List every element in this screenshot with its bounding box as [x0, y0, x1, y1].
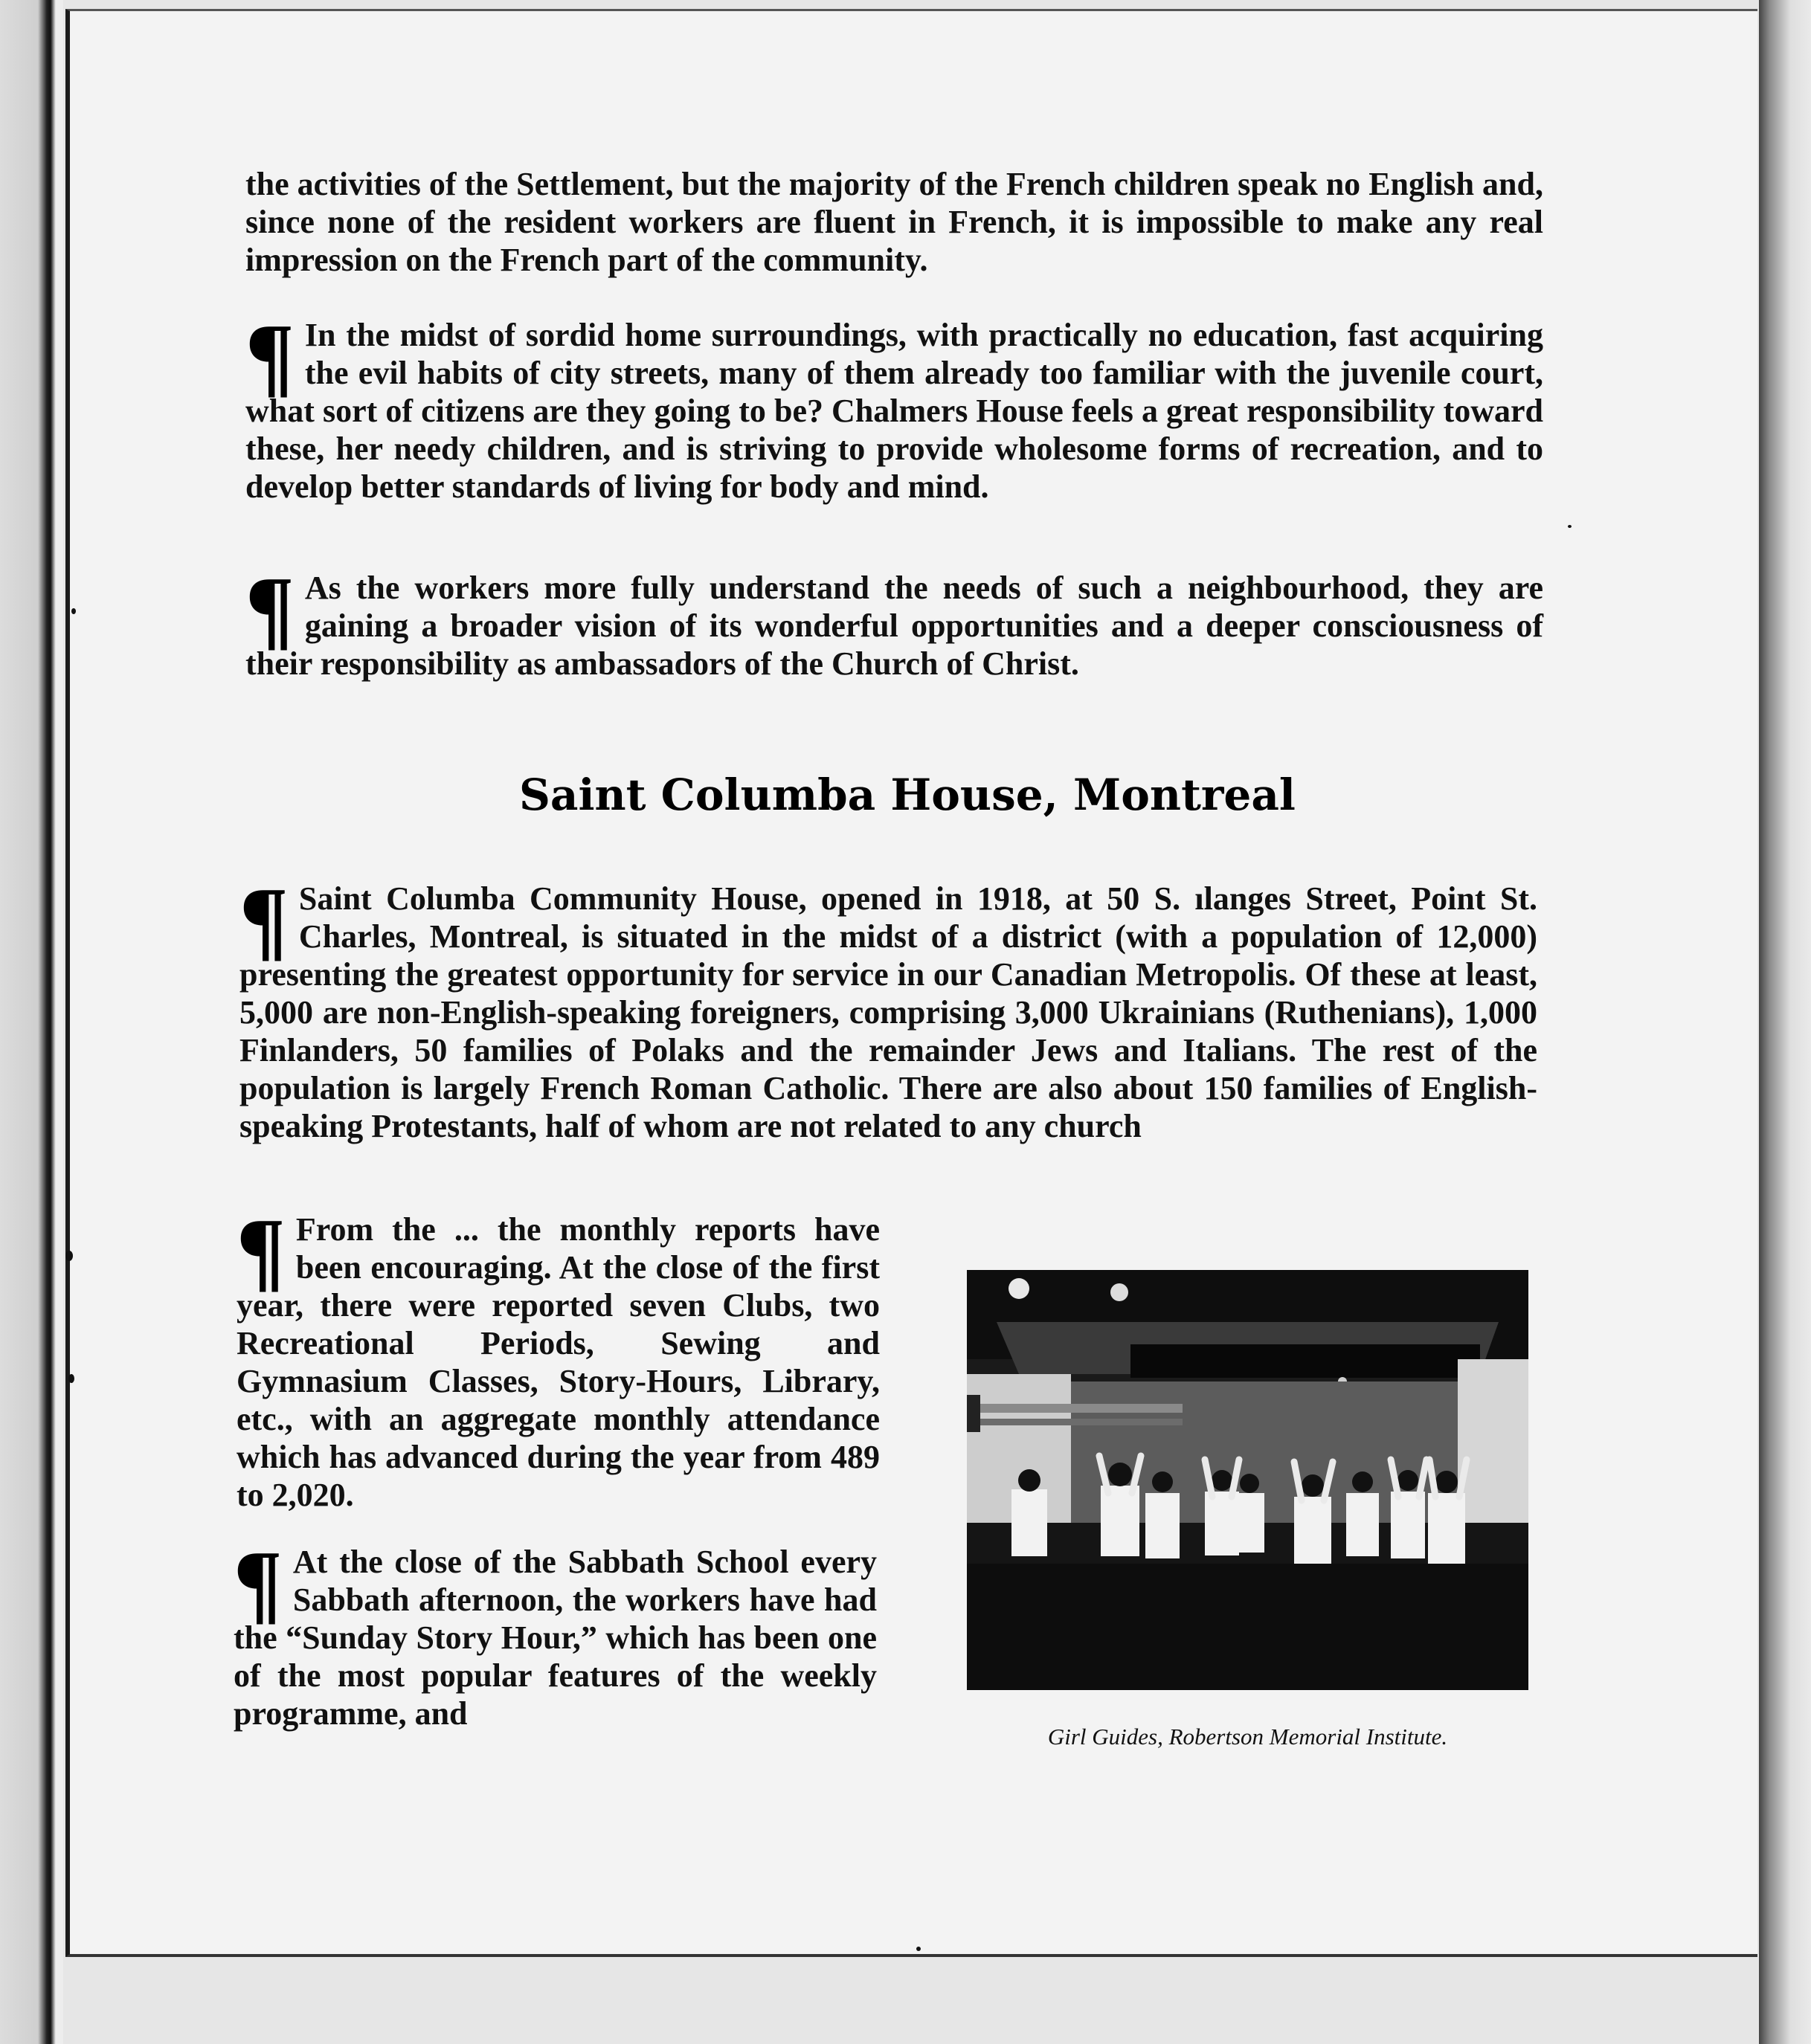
- scan-speck: [68, 1374, 74, 1383]
- pilcrow-mark: ¶: [245, 306, 295, 406]
- scan-speck: [1568, 525, 1572, 528]
- pilcrow-mark: ¶: [245, 558, 295, 659]
- paragraph-sabbath: [234, 1532, 877, 1732]
- paragraph-text: As the workers more fully understand the needs of such a neighbourhood, they are gaining a broader vision of its wonderful opportunities and a deeper consciousness of their responsibility as ambassadors of the Church of Christ.: [245, 570, 1543, 682]
- pilcrow-mark: ¶: [237, 1200, 286, 1300]
- paragraph-text: From the ... the monthly reports have been encouraging. At the close of the first year, there were reported seven Clubs, two Recreational Periods, Sewing and Gymnasium Classes, Story-Hours, Library, etc., with an aggregate monthly attendance which has advanced during the year from 489 to 2,020.: [237, 1211, 880, 1513]
- paragraph-text: In the midst of sordid home surroundings, with practically no education, fast acquiring the evil habits of city streets, many of them already too familiar with the juvenile court, what sort of citizens are they going to be? Chalmers House feels a great responsibility toward these, her needy children, and is striving to provide wholesome forms of recreation, and to develop better standards of living for body and mind.: [245, 317, 1543, 505]
- scan-right-edge: [1759, 0, 1811, 2044]
- photo-caption: Girl Guides, Robertson Memorial Institute.: [1047, 1724, 1448, 1750]
- scan-speck: [916, 1947, 921, 1951]
- paragraph-sordid: [245, 306, 1543, 506]
- photo-illustration: [967, 1270, 1528, 1690]
- scan-left-edge: [0, 0, 63, 2044]
- paragraph-continuation: [245, 165, 1543, 279]
- paragraph-reports: [237, 1200, 880, 1514]
- paragraph-text: Saint Columba Community House, opened in 1918, at 50 S. ılanges Street, Point St. Charles, Montreal, is situated in the midst of a district (with a population of 12,000) presenting the greatest opportunity for service in our Canadian Metropolis. Of these at least, 5,000 are non-English-speaking foreigners, comprising 3,000 Ukrainians (Ruthenians), 1,000 Finlanders, 50 families of Polaks and the remainder Jews and Italians. The rest of the population is largely French Roman Catholic. There are also about 150 families of English-speaking Protestants, half of whom are not related to any church: [239, 880, 1537, 1144]
- pilcrow-mark: ¶: [239, 869, 289, 970]
- paragraph-text: the activities of the Settlement, but the majority of the French children speak no English and, since none of the resident workers are fluent in French, it is impossible to make any real impression on the French part of the community.: [245, 166, 1543, 278]
- scan-speck: [71, 608, 76, 614]
- girl-guides-photo: [967, 1270, 1528, 1690]
- paragraph-columba: [239, 869, 1537, 1145]
- paragraph-text: At the close of the Sabbath School every Sabbath afternoon, the workers have had the “Sunday Story Hour,” which has been one of the most popular features of the weekly programme, and: [234, 1544, 877, 1732]
- scan-speck: [65, 1251, 73, 1261]
- pilcrow-mark: ¶: [234, 1532, 283, 1633]
- section-heading: Saint Columba House, Montreal: [519, 770, 1296, 820]
- paragraph-workers: [245, 558, 1543, 683]
